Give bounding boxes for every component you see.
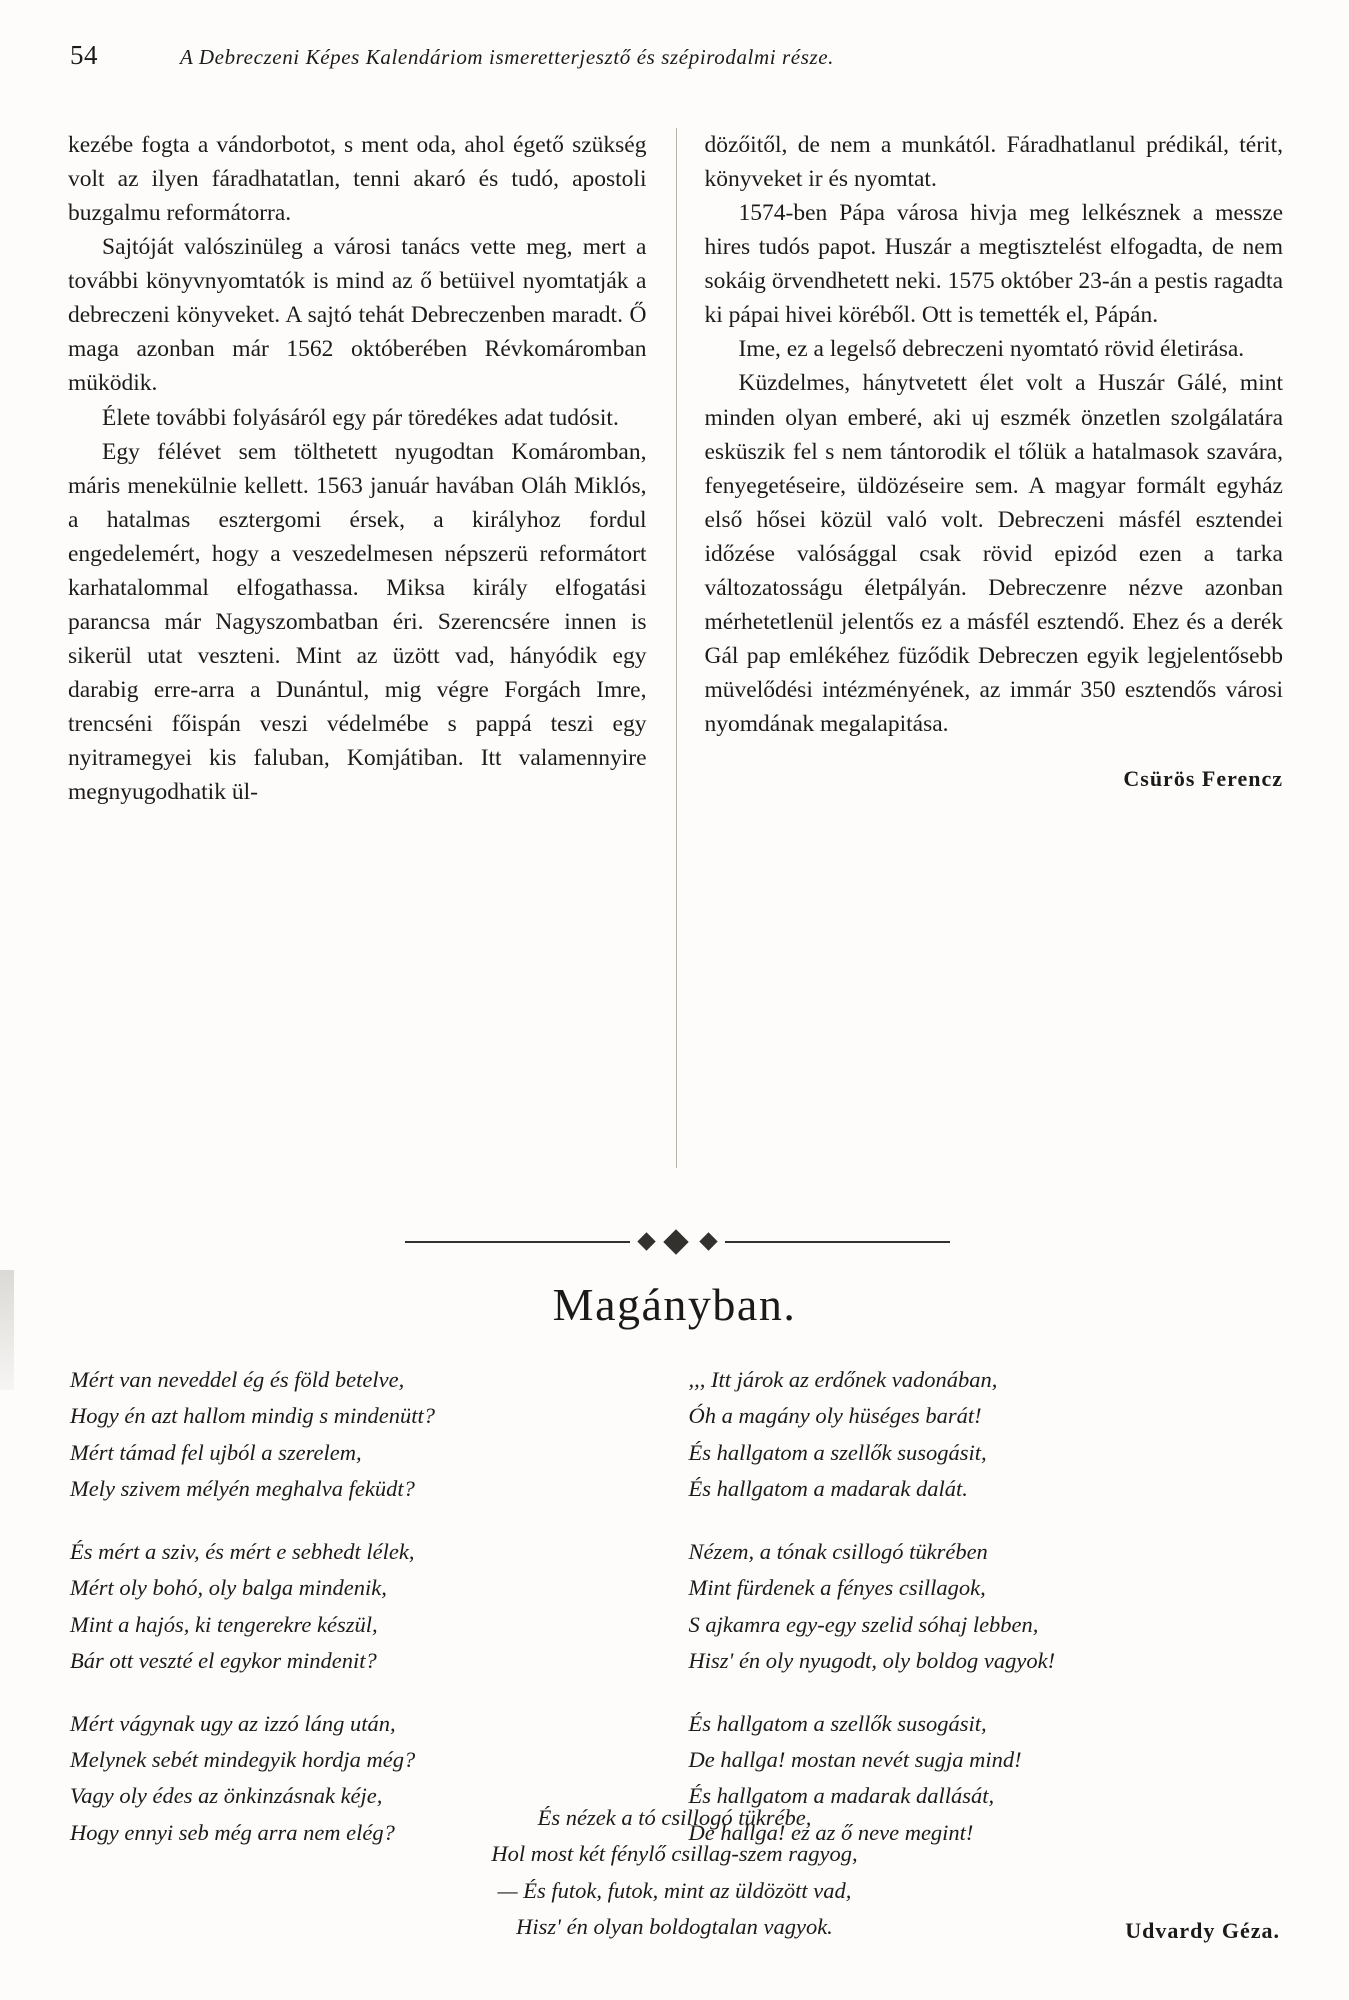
article-body — [68, 128, 1283, 1203]
poem-title: Magányban. — [552, 1279, 797, 1330]
poem-line: És hallgatom a madarak dallását, — [688, 1783, 995, 1809]
poem-line: Hisz' én oly nyugodt, oly boldog vagyok! — [688, 1648, 1056, 1674]
running-head — [70, 40, 1280, 71]
poem-line: És mért a sziv, és mért e sebhedt lélek, — [70, 1538, 415, 1564]
paragraph: Élete további folyásáról egy pár töredékes adat tudósit. — [102, 404, 619, 431]
poem-line: Bár ott veszté el egykor mindenit? — [70, 1648, 377, 1674]
poem-line: De hallga! mostan nevét sugja mind! — [688, 1746, 1022, 1772]
poem-line: Mért támad fel ujból a szerelem, — [70, 1439, 362, 1465]
paragraph: kezébe fogta a vándorbotot, s ment oda, ahol égető szükség volt az ilyen fáradhatatlan, tenni akaró és tudó, apostoli buzgalmu reformátorra. — [68, 132, 647, 227]
paragraph: Egy félévet sem tölthetett nyugodtan Komáromban, máris menekülnie kellett. 1563 január havában Oláh Miklós, a hatalmas esztergomi érsek, a királyhoz fordul engedelemért, hogy a veszedelmesen népszerü reformátort karhatalommal elfogathassa. Miksa király elfogatási parancsa már Nagyszombatban éri. Szerencsére innen is sikerül utat veszteni. Mint az üzött vad, hányódik egy darabig erre-arra a Dunántul, mig végre Forgách Imre, trencséni főispán veszi védelmébe s pappá teszi egy nyitramegyei kis faluban, Komjátiban. Itt valamennyire megnyugodhatik ül- — [68, 438, 647, 806]
poem-line: Mely szivem mélyén meghalva feküdt? — [70, 1476, 415, 1502]
poem-stanza — [70, 1534, 667, 1680]
paragraph: 1574-ben Pápa városa hivja meg lelkésznek a messze hires tudós papot. Huszár a megtisztelést elfogadta, de nem sokáig örvendhetett neki. 1575 október 23-án a pestis ragadta ki pápai hivei köréből. Ott is temették el, Pápán. — [704, 200, 1283, 329]
page-edge-artifact — [0, 1270, 14, 1390]
poem-line: Mint fürdenek a fényes csillagok, — [688, 1575, 986, 1601]
poem-line: — És futok, futok, mint az üldözött vad, — [497, 1877, 852, 1903]
article-column-left — [68, 128, 675, 1203]
article-byline: Csürös Ferencz — [1123, 766, 1283, 792]
poem-line: De hallga! ez az ő neve megint! — [688, 1819, 974, 1845]
paragraph: Ime, ez a legelső debreczeni nyomtató rövid életirása. — [738, 336, 1245, 363]
poem-line: ,,, Itt járok az erdőnek vadonában, — [688, 1367, 998, 1392]
poem-line: Hol most két fénylő csillag-szem ragyog, — [491, 1841, 858, 1867]
poem-line: És hallgatom a madarak dalát. — [688, 1476, 968, 1502]
poem-line: Hogy én azt hallom mindig s mindenütt? — [70, 1403, 435, 1429]
running-head-title: A Debreczeni Képes Kalendáriom ismeretterjesztő és szépirodalmi része. — [180, 45, 835, 69]
paragraph: Sajtóját valószinüleg a városi tanács vette meg, mert a további könyvnyomtatók is mind az ő betüivel nyomtatják a debreczeni könyveket. A sajtó tehát Debreczenben maradt. Ő maga azonban már 1562 októberében Révkomáromban müködik. — [68, 234, 647, 397]
poem-line: Mért van neveddel ég és föld betelve, — [70, 1367, 405, 1392]
poem-stanza — [689, 1362, 1286, 1508]
poem-line: Nézem, a tónak csillogó tükrében — [688, 1538, 988, 1564]
poem-line: Vagy oly édes az önkinzásnak kéje, — [70, 1783, 383, 1809]
poem-line: Mért vágynak ugy az izzó láng után, — [70, 1710, 396, 1736]
poem-line: És hallgatom a szellők susogásit, — [688, 1439, 987, 1465]
poem-line: Melynek sebét mindegyik hordja még? — [70, 1746, 416, 1772]
poem-line: Hisz' én olyan boldogtalan vagyok. — [516, 1914, 833, 1940]
poem-line: S ajkamra egy-egy szelid sóhaj lebben, — [688, 1611, 1039, 1637]
page-number: 54 — [70, 40, 98, 70]
paragraph: Küzdelmes, hánytvetett élet volt a Huszár Gálé, mint minden olyan emberé, aki uj eszmék önzetlen szolgálatára esküszik fel s nem tántorodik el tőlük a hatalmasok szavára, fenyegetéseire, üldözéseire sem. A magyar formált egyház első hősei közül való volt. Debreczeni másfél esztendei időzése valósággal csak rövid epizód ezen a tarka változatosságu életpályán. Debreczenre nézve azonban mérhetetlenül jelentős ez a másfél esztendő. Ehez és a derék Gál pap emlékéhez füződik Debreczen egyik legjelentősebb müvelődési intézményének, az immár 350 esztendős városi nyomdának megalapitása. — [704, 370, 1283, 738]
poem-line: És hallgatom a szellők susogásit, — [688, 1710, 987, 1736]
poem-line: És nézek a tó csillogó tükrébe, — [537, 1805, 812, 1830]
paragraph: dözőitől, de nem a munkától. Fáradhatlanul prédikál, térit, könyveket ir és nyomtat. — [704, 132, 1283, 193]
poem-line: Mint a hajós, ki tengerekre készül, — [70, 1611, 378, 1637]
poem-line: Hogy ennyi seb még arra nem elég? — [70, 1819, 395, 1845]
poem-line: Mért oly bohó, oly balga mindenik, — [70, 1575, 387, 1601]
poem-stanza — [70, 1362, 667, 1508]
poem-stanza — [689, 1534, 1286, 1680]
poem-byline: Udvardy Géza. — [1125, 1918, 1280, 1943]
poem-line: Óh a magány oly hüséges barát! — [688, 1403, 982, 1429]
article-column-right — [675, 128, 1284, 1203]
ornament-divider-icon — [405, 1232, 950, 1252]
